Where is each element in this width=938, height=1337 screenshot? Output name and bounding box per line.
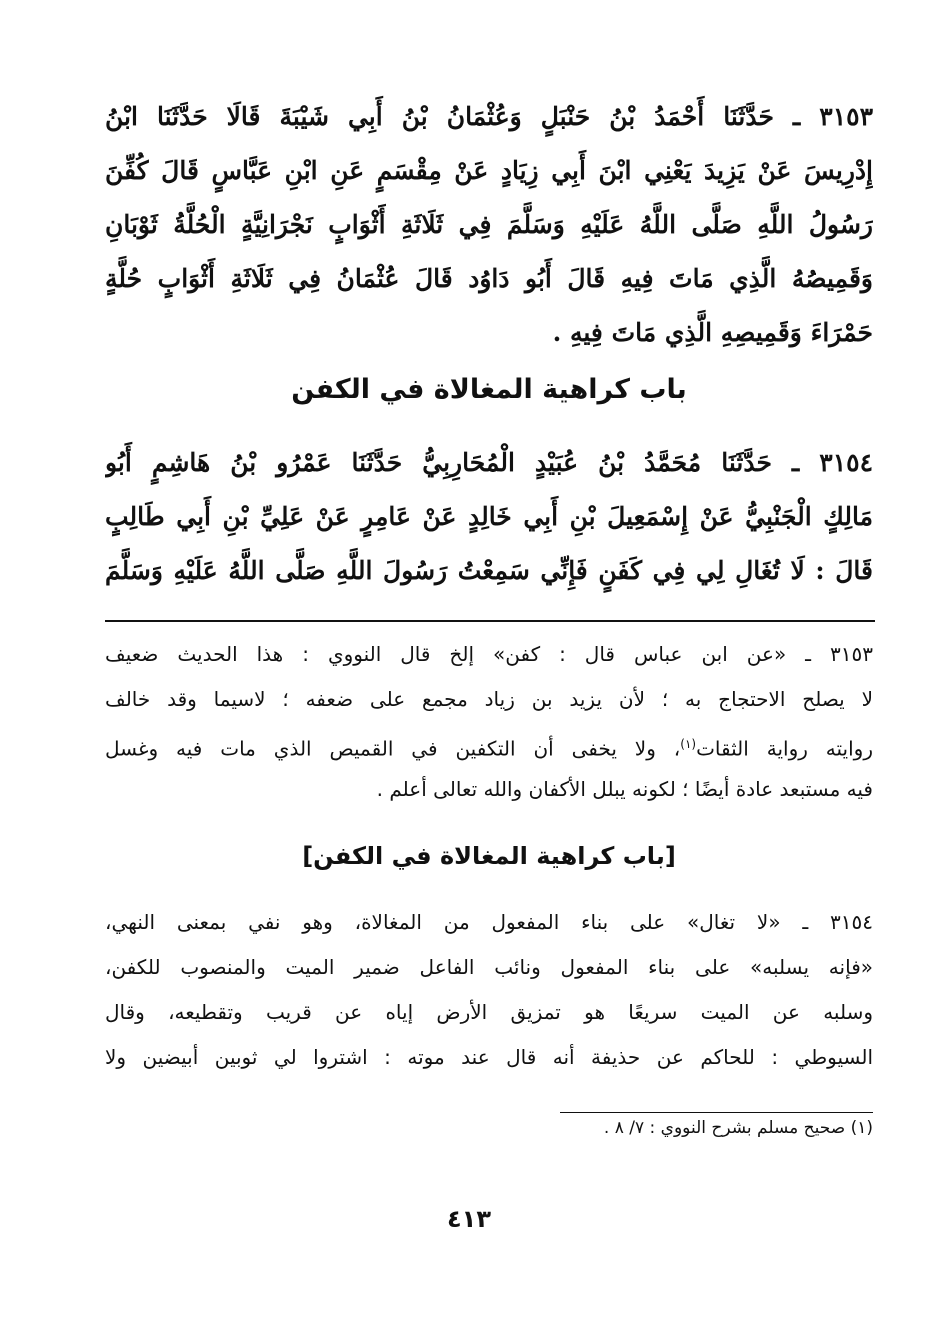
commentary-3153-line-1: ٣١٥٣ ـ «عن ابن عباس قال : كفن» إلخ قال النووي : هذا الحديث ضعيف [105,642,873,666]
page-number: ٤١٣ [447,1205,491,1233]
commentary-3154-line-2: «فإنه يسلبه» على بناء المفعول ونائب الفاعل ضمير الميت والمنصوب للكفن، [105,955,873,979]
hadith-3153 [105,90,873,360]
commentary-3153-line-2: لا يصلح الاحتجاج به ؛ لأن يزيد بن زياد مجمع على ضعفه ؛ لاسيما وقد خالف [105,687,873,711]
hadith-3154-line-1: ٣١٥٤ ـ حَدَّثَنَا مُحَمَّدُ بْنُ عُبَيْدٍ الْمُحَارِبِيُّ حَدَّثَنَا عَمْرُو بْنُ هَاشِمٍ أَبُو [105,448,873,477]
commentary-3153-line-4: فيه مستبعد عادة أيضًا ؛ لكونه يبلل الأكفان والله تعالى أعلم . [376,777,873,801]
commentary-title: [باب كراهية المغالاة في الكفن] [302,842,676,870]
footnote-divider [560,1112,873,1113]
commentary-3154-line-4: السيوطي : للحاكم عن حذيفة أنه قال عند موته : اشتروا لي ثوبين أبيضين ولا [105,1045,873,1069]
hadith-3153-line-3: رَسُولُ اللَّهِ صَلَّى اللَّهُ عَلَيْهِ وَسَلَّمَ فِي ثَلَاثَةِ أَثْوَابٍ نَجْرَانِيَّةٍ الْحُلَّةُ ثَوْبَانِ [105,210,873,239]
hadith-3154-line-3: قَالَ : لَا تُغَالِ لِي فِي كَفَنٍ فَإِنِّي سَمِعْتُ رَسُولَ اللَّهِ صَلَّى اللَّهُ عَلَيْهِ وَسَلَّمَ [105,556,873,585]
text-divider [105,620,875,622]
commentary-3154 [105,900,873,1080]
hadith-3153-line-2: إِدْرِيسَ عَنْ يَزِيدَ يَعْنِي ابْنَ أَبِي زِيَادٍ عَنْ مِقْسَمٍ عَنِ ابْنِ عَبَّاسٍ قَالَ كُفِّنَ [105,156,873,185]
commentary-3154-line-3: وسلبه عن الميت سريعًا هو تمزيق الأرض إياه عن قريب وتقطيعه، وقال [105,1000,873,1024]
hadith-3154 [105,436,873,598]
hadith-3153-line-5: حَمْرَاءَ وَقَمِيصِهِ الَّذِي مَاتَ فِيهِ . [552,318,873,347]
commentary-3153-line-3a: روايته رواية الثقات [696,736,873,761]
commentary-3153-line-3b: ، ولا يخفى أن التكفين في القميص الذي مات فيه وغسل [105,736,681,761]
hadith-3154-line-2: مَالِكٍ الْجَنْبِيُّ عَنْ إِسْمَعِيلَ بْنِ أَبِي خَالِدٍ عَنْ عَامِرٍ عَنْ عَلِيِّ بْنِ أَبِي طَالِبٍ [105,502,873,531]
hadith-3153-line-4: وَقَمِيصُهُ الَّذِي مَاتَ فِيهِ قَالَ أَبُو دَاوُد قَالَ عُثْمَانُ فِي ثَلَاثَةِ أَثْوَابٍ حُلَّةٍ [105,264,873,293]
chapter-title: باب كراهية المغالاة في الكفن [291,374,687,405]
hadith-3153-line-1: ٣١٥٣ ـ حَدَّثَنَا أَحْمَدُ بْنُ حَنْبَلٍ وَعُثْمَانُ بْنُ أَبِي شَيْبَةَ قَالَا حَدَّثَنَا ابْنُ [105,102,873,131]
commentary-3154-line-1: ٣١٥٤ ـ «لا تغال» على بناء المفعول من المغالاة، وهو نفي بمعنى النهي، [105,910,873,934]
commentary-3153-line-3 [105,722,873,767]
footnote-marker: (١) [680,737,697,751]
commentary-3153 [105,632,873,812]
footnote: (١) صحيح مسلم بشرح النووي : ٧/ ٨ . [603,1118,873,1138]
